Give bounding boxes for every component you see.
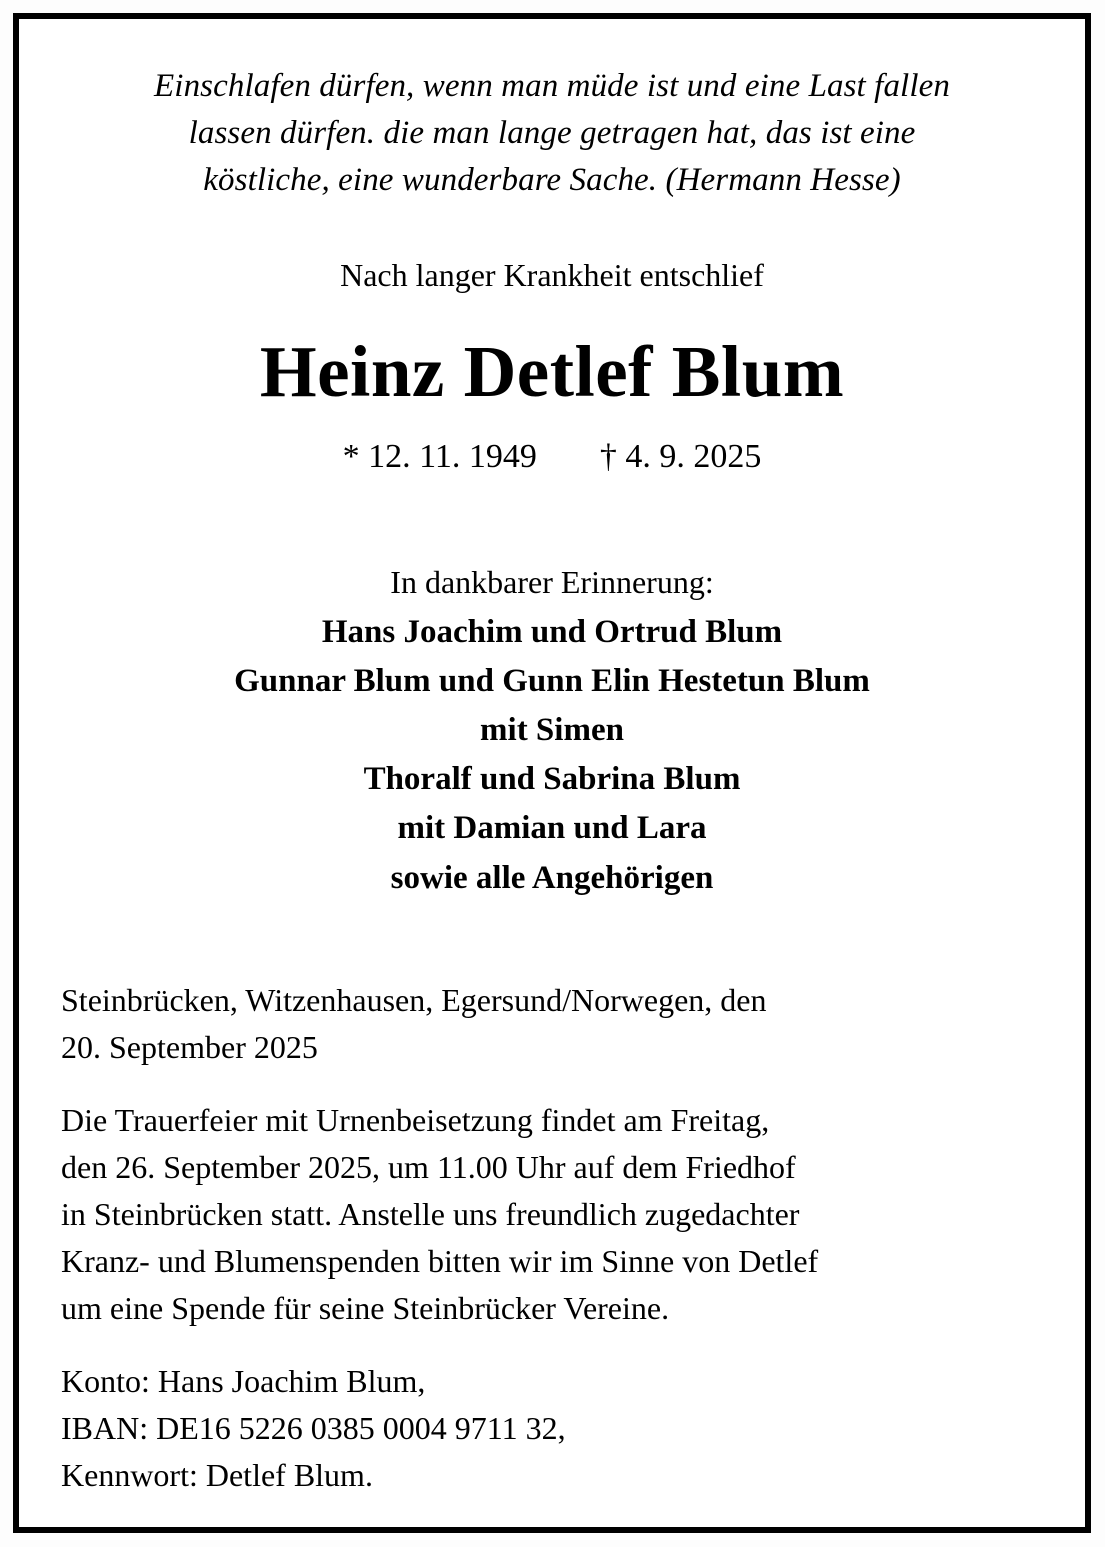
account-holder-line: Konto: Hans Joachim Blum, — [61, 1362, 426, 1399]
notice-content — [19, 19, 1085, 1527]
deceased-name: Heinz Detlef Blum — [259, 330, 845, 412]
mourner-line: Hans Joachim und Ortrud Blum — [321, 613, 783, 650]
intro-line: Nach langer Krankheit entschlief — [340, 256, 764, 293]
death-symbol: † — [599, 437, 617, 475]
mourner-line: mit Damian und Lara — [397, 810, 707, 847]
memorial-quote — [83, 63, 1021, 204]
closing-information — [61, 977, 1043, 1499]
service-line: den 26. September 2025, um 11.00 Uhr auf dem Friedhof — [61, 1148, 796, 1185]
mourner-line: Thoralf und Sabrina Blum — [363, 761, 741, 798]
service-line: Kranz- und Blumenspenden bitten wir im Sinne von Detlef — [61, 1242, 819, 1279]
quote-line-3: köstliche, eine wunderbare Sache. (Hermann Hesse) — [203, 161, 901, 198]
place-and-date — [61, 977, 1043, 1071]
service-line: Die Trauerfeier mit Urnenbeisetzung findet am Freitag, — [61, 1101, 770, 1138]
death-date: 4. 9. 2025 — [625, 437, 762, 475]
funeral-service-details — [61, 1097, 1043, 1332]
mourners-list — [61, 608, 1043, 903]
life-dates — [61, 437, 1043, 478]
quote-line-1: Einschlafen dürfen, wenn man müde ist und eine Last fallen — [154, 68, 950, 104]
mourner-line: Gunnar Blum und Gunn Elin Hestetun Blum — [234, 662, 870, 699]
service-line: in Steinbrücken statt. Anstelle uns freundlich zugedachter — [61, 1195, 800, 1232]
donation-account-details — [61, 1358, 1043, 1499]
place-date-line: 20. September 2025 — [61, 1028, 318, 1065]
reference-keyword-line: Kennwort: Detlef Blum. — [61, 1457, 373, 1494]
birth-date: 12. 11. 1949 — [368, 437, 537, 475]
birth-symbol: * — [342, 437, 360, 475]
mourner-line: mit Simen — [480, 712, 624, 749]
quote-line-2: lassen dürfen. die man lange getragen hat, das ist eine — [188, 114, 916, 151]
place-date-line: Steinbrücken, Witzenhausen, Egersund/Norwegen, den — [61, 981, 767, 1018]
service-line: um eine Spende für seine Steinbrücker Vereine. — [61, 1289, 670, 1326]
mourner-line: sowie alle Angehörigen — [390, 859, 714, 896]
mourning-border-frame — [13, 13, 1091, 1533]
remembrance-heading: In dankbarer Erinnerung: — [390, 564, 714, 601]
iban-line: IBAN: DE16 5226 0385 0004 9711 32, — [61, 1409, 566, 1446]
